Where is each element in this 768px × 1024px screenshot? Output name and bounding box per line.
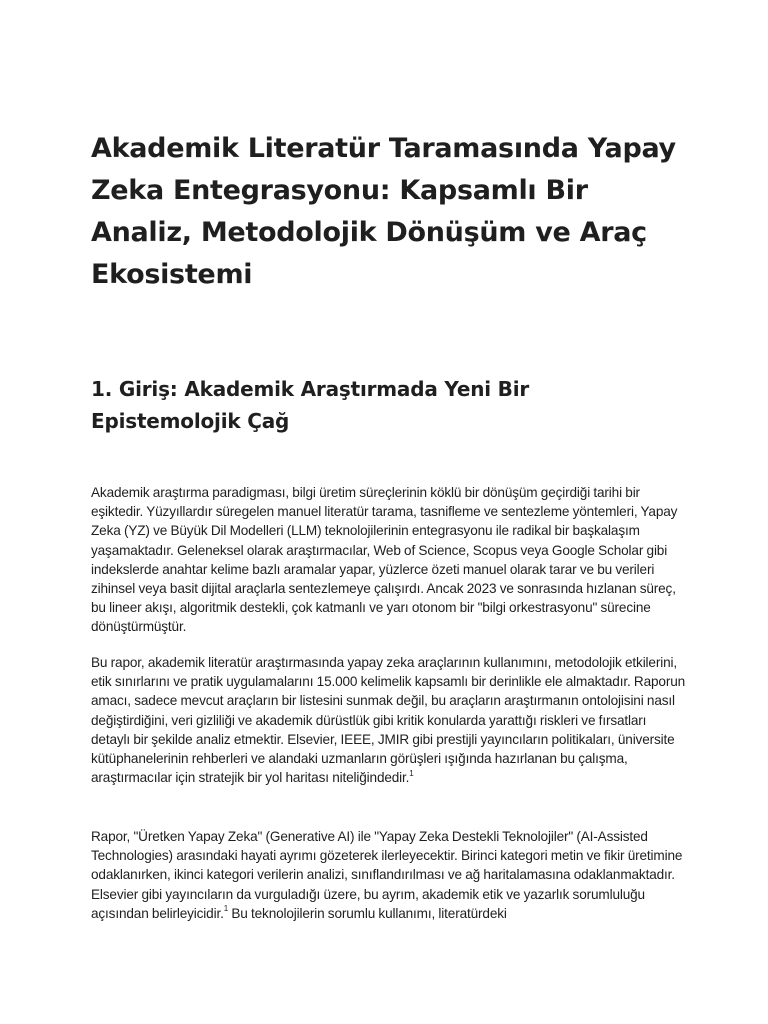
- document-title: Akademik Literatür Taramasında Yapay Zeka Entegrasyonu: Kapsamlı Bir Analiz, Metodolojik Dönüşüm ve Araç Ekosistemi: [91, 133, 676, 290]
- paragraph-3: [91, 827, 687, 923]
- paragraph-text: [91, 653, 687, 787]
- paragraph-text-span: Bu teknolojilerin sorumlu kullanımı, literatürdeki: [228, 905, 507, 921]
- section-heading: 1. Giriş: Akademik Araştırmada Yeni Bir Epistemolojik Çağ: [91, 377, 530, 433]
- footnote-ref[interactable]: 1: [223, 904, 229, 914]
- paragraph-text: Akademik araştırma paradigması, bilgi üretim süreçlerinin köklü bir dönüşüm geçirdiği tarihi bir eşiktedir. Yüzyıllardır süregelen manuel literatür tarama, tasnifleme ve sentezleme yöntemleri, Yapay Zeka (YZ) ve Büyük Dil Modelleri (LLM) teknolojilerinin entegrasyonu ile radikal bir başkalaşım yaşamaktadır. Geleneksel olarak araştırmacılar, Web of Science, Scopus veya Google Scholar gibi indekslerde anahtar kelime bazlı aramalar yapar, yüzlerce özeti manuel olarak tarar ve bu verileri zihinsel veya basit dijital araçlarla sentezlemeye çalışırdı. Ancak 2023 ve sonrasında hızlanan süreç, bu lineer akışı, algoritmik destekli, çok katmanlı ve yarı otonom bir "bilgi orkestrasyonu" sürecine dönüştürmüştür.: [91, 485, 678, 635]
- paragraph-text: [91, 827, 687, 923]
- footnote-ref[interactable]: 1: [409, 768, 414, 778]
- paragraph-1: [91, 483, 687, 637]
- paragraph-2: [91, 653, 687, 787]
- paragraph-text-span: Rapor, "Üretken Yapay Zeka" (Generative AI) ile "Yapay Zeka Destekli Teknolojiler" (AI-Assisted Technologies) arasındaki hayati ayrımı gözeterek ilerleyecektir. Birinci kategori metin ve fikir üretimine odaklanırken, ikinci kategori verilerin analizi, sınıflandırılması ve ağ haritalamasına odaklanmaktadır. Elsevier gibi yayıncıların da vurguladığı üzere, bu ayrım, akademik etik ve yazarlık sorumluluğu açısından belirleyicidir.: [91, 829, 683, 921]
- paragraph-text-span: Bu rapor, akademik literatür araştırmasında yapay zeka araçlarının kullanımını, metodolojik etkilerini, etik sınırlarını ve pratik uygulamalarını 15.000 kelimelik kapsamlı bir derinlikle ele almaktadır. Raporun amacı, sadece mevcut araçların bir listesini sunmak değil, bu araçların araştırmanın ontolojisini nasıl değiştirdiğini, veri gizliliği ve akademik dürüstlük gibi kritik konularda yarattığı riskleri ve fırsatları detaylı bir şekilde analiz etmektir. Elsevier, IEEE, JMIR gibi prestijli yayıncıların politikaları, üniversite kütüphanelerinin rehberleri ve alandaki uzmanların görüşleri ışığında hazırlanan bu çalışma, araştırmacılar için stratejik bir yol haritası niteliğindedir.: [91, 655, 686, 786]
